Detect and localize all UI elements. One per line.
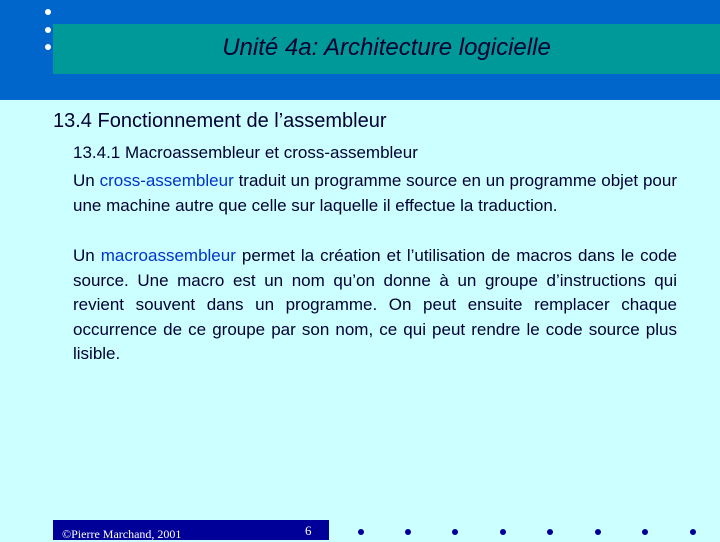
slide-title: Unité 4a: Architecture logicielle <box>222 34 551 61</box>
decorative-dot-icon <box>595 529 601 535</box>
page-number: 6 <box>305 523 312 538</box>
subsection-heading: 13.4.1 Macroassembleur et cross-assembleur <box>73 143 418 162</box>
paragraph-text: permet la création et l’utilisation de macros dans le code source. Une macro est un nom qu’on donne à un groupe d’instructions qui revient souvent dans un programme. On peut ensuite remplacer chaque occurrence de ce groupe par son nom, ce qui peut rendre le code source plus lisible. <box>73 246 677 363</box>
decorative-dot-icon <box>452 529 458 535</box>
paragraph-macroassembleur <box>73 244 677 367</box>
decorative-dot-icon <box>405 529 411 535</box>
decorative-dot-icon <box>45 9 51 15</box>
paragraph-cross-assembleur <box>73 169 677 218</box>
section-heading: 13.4 Fonctionnement de l’assembleur <box>53 110 387 132</box>
term-macroassembleur: macroassembleur <box>100 246 236 265</box>
term-cross-assembleur: cross-assembleur <box>99 171 234 190</box>
decorative-dot-icon <box>45 27 51 33</box>
decorative-dot-icon <box>500 529 506 535</box>
decorative-dot-icon <box>642 529 648 535</box>
decorative-dot-icon <box>358 529 364 535</box>
decorative-dot-icon <box>690 529 696 535</box>
copyright-text: ©Pierre Marchand, 2001 <box>62 527 182 541</box>
paragraph-text: Un <box>73 171 100 190</box>
decorative-dot-icon <box>45 44 51 50</box>
paragraph-text: Un <box>73 246 101 265</box>
decorative-dot-icon <box>547 529 553 535</box>
paragraph-text: traduit un programme source en un programme objet pour une machine autre que celle sur laquelle il effectue la traduction. <box>73 171 677 215</box>
title-bar <box>53 24 720 74</box>
